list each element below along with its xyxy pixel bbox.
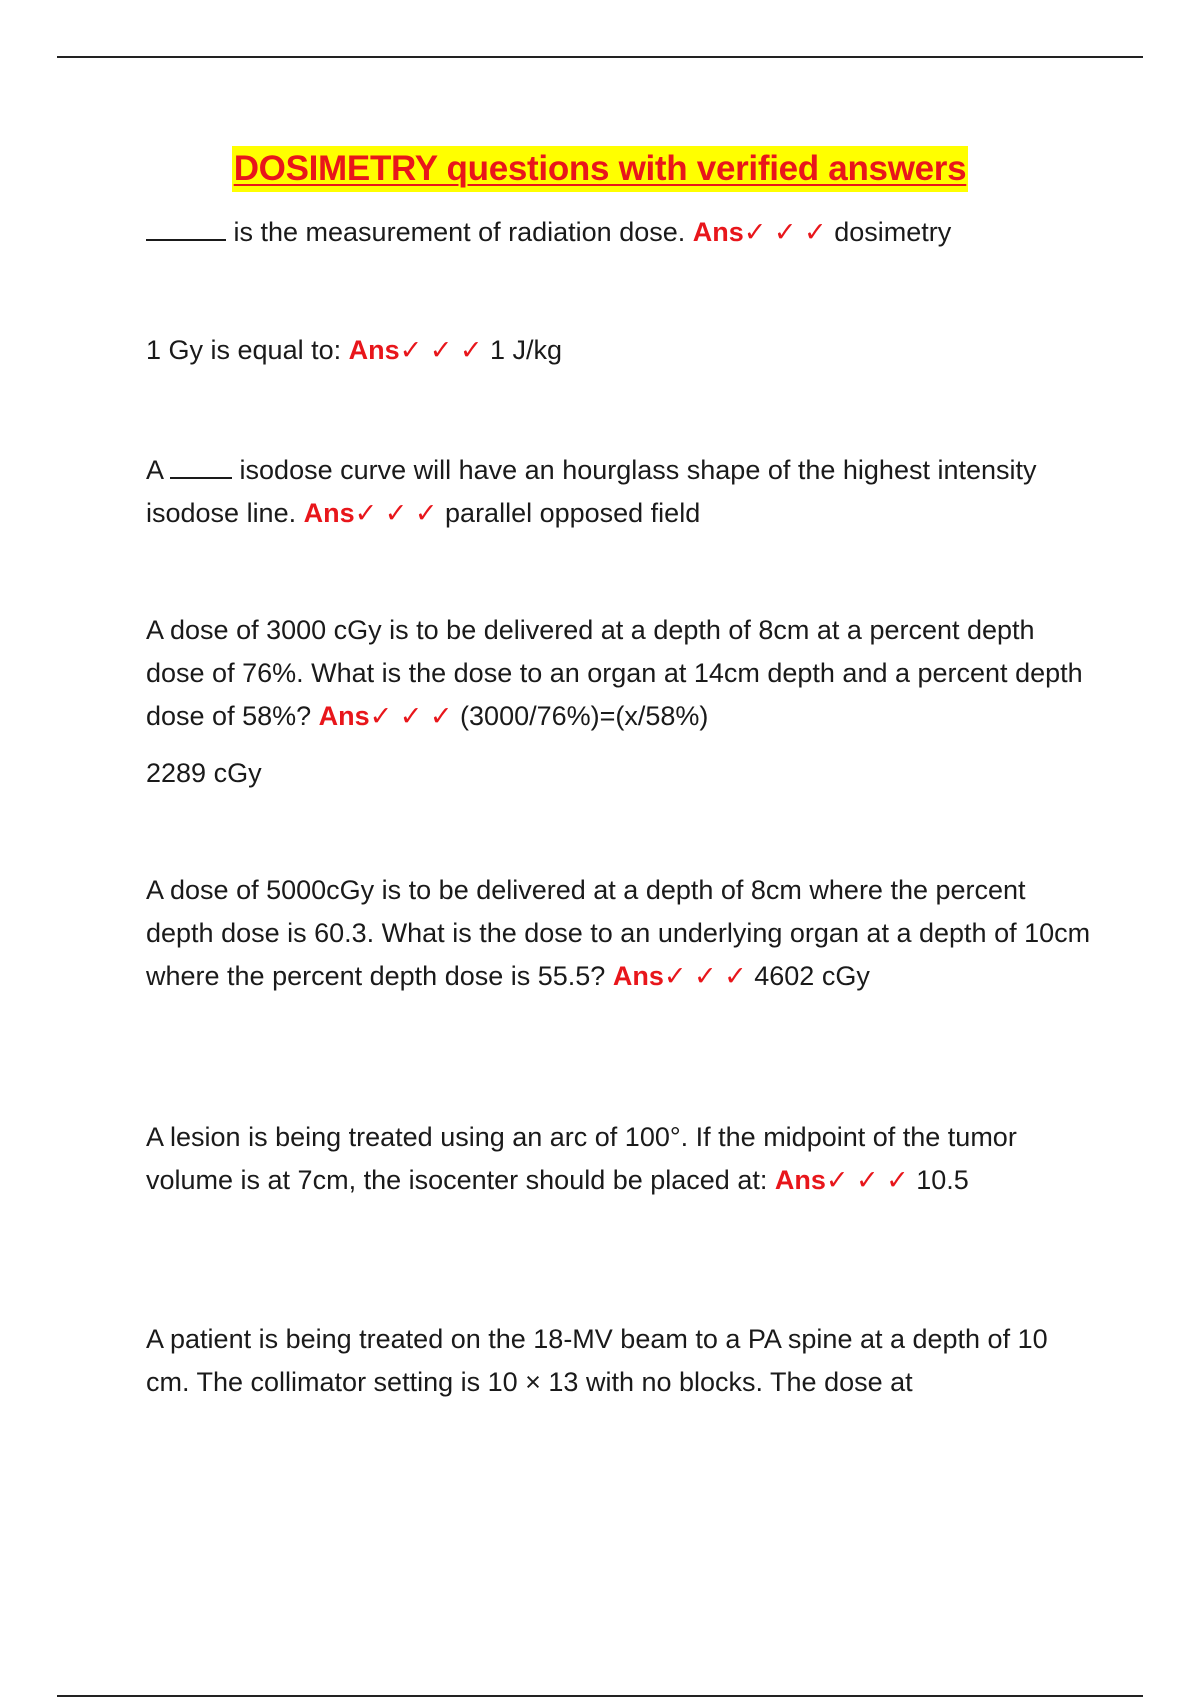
answer-marker: Ans [348, 335, 400, 365]
answer-result: 2289 cGy [146, 758, 262, 788]
footer-rule [57, 1695, 1143, 1697]
answer-marker: Ans [692, 217, 744, 247]
title-container [0, 146, 1200, 192]
qa-item-1 [146, 211, 1096, 254]
answer-marker: Ans [612, 961, 664, 991]
qa-item-6 [146, 1116, 1096, 1202]
question-text: is the measurement of radiation dose. [226, 217, 686, 247]
question-text: A dose of 5000cGy is to be delivered at a depth of 8cm where the percent depth dose is 60.3. What is the dose to an underlying organ at a depth of 10cm where the percent depth dose is 55.5? [146, 875, 1091, 991]
question-text: A lesion is being treated using an arc of 100°. If the midpoint of the tumor volume is at 7cm, the isocenter should be placed at: [146, 1122, 1017, 1195]
check-icon: ✓ ✓ ✓ [399, 335, 483, 365]
qa-item-3 [146, 449, 1096, 535]
qa-item-7 [146, 1318, 1096, 1404]
answer-text: 4602 cGy [754, 961, 870, 991]
check-icon: ✓ ✓ ✓ [743, 217, 827, 247]
check-icon: ✓ ✓ ✓ [663, 961, 747, 991]
qa-item-2 [146, 329, 1096, 372]
qa-item-5 [146, 869, 1096, 998]
answer-text: parallel opposed field [445, 498, 701, 528]
answer-text: 10.5 [916, 1165, 969, 1195]
answer-text: 1 J/kg [490, 335, 563, 365]
qa-item-4 [146, 609, 1096, 738]
answer-marker: Ans [318, 701, 370, 731]
check-icon: ✓ ✓ ✓ [354, 498, 438, 528]
question-text: 1 Gy is equal to: [146, 335, 342, 365]
answer-text: (3000/76%)=(x/58%) [460, 701, 709, 731]
check-icon: ✓ ✓ ✓ [825, 1165, 909, 1195]
question-text: isodose curve will have an hourglass shape of the highest intensity isodose line. [146, 455, 1037, 528]
fill-in-blank [146, 217, 226, 241]
qa-item-4-result [146, 752, 1096, 795]
answer-marker: Ans [774, 1165, 826, 1195]
document-title: DOSIMETRY questions with verified answers [232, 146, 969, 192]
question-text: A patient is being treated on the 18-MV beam to a PA spine at a depth of 10 cm. The collimator setting is 10 × 13 with no blocks. The dose at [146, 1324, 1048, 1397]
question-text-pre: A [146, 455, 171, 485]
answer-marker: Ans [303, 498, 355, 528]
fill-in-blank [170, 455, 232, 479]
header-rule [57, 56, 1143, 58]
check-icon: ✓ ✓ ✓ [369, 701, 453, 731]
question-text: A dose of 3000 cGy is to be delivered at a depth of 8cm at a percent depth dose of 76%. What is the dose to an organ at 14cm depth and a percent depth dose of 58%? [146, 615, 1083, 731]
answer-text: dosimetry [834, 217, 952, 247]
